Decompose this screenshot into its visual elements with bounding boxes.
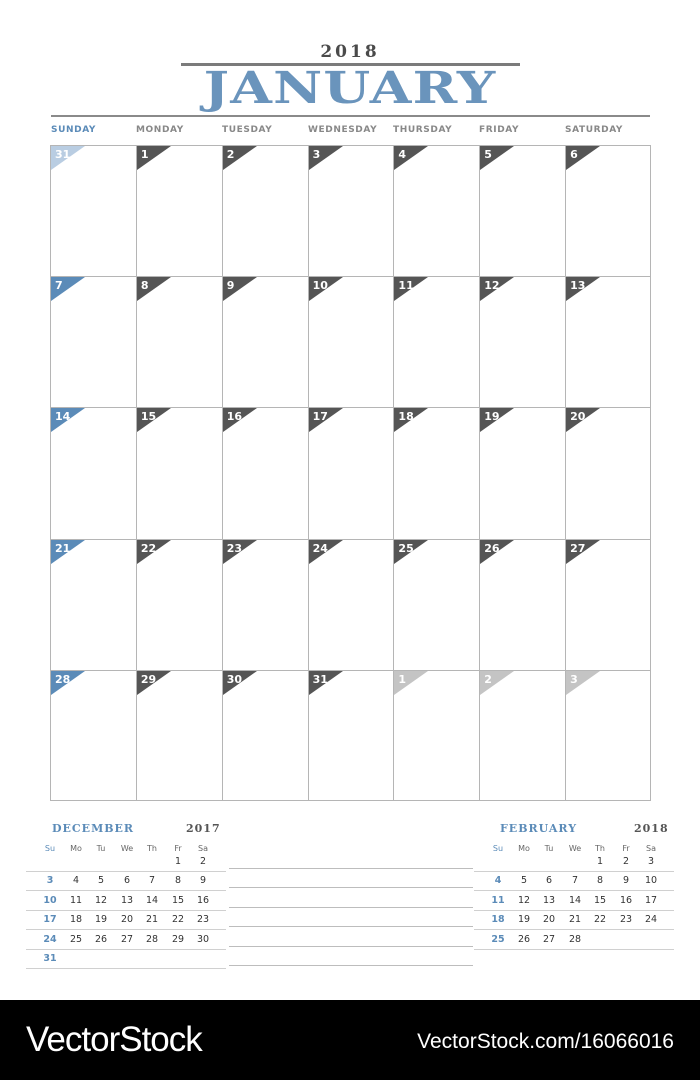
mini-date: 18 (69, 914, 83, 926)
mini-date: 1 (596, 856, 604, 867)
notes-line[interactable] (229, 926, 473, 927)
mini-day-header: We (568, 844, 582, 853)
day-cell[interactable] (222, 539, 308, 670)
mini-date: 5 (97, 875, 105, 887)
day-cell[interactable] (222, 145, 308, 276)
mini-date: 24 (43, 933, 57, 945)
mini-date: 1 (174, 856, 182, 867)
mini-date: 26 (94, 933, 108, 945)
mini-day-header: Tu (544, 844, 554, 853)
day-cell[interactable] (565, 145, 651, 276)
mini-day-header: Su (44, 844, 56, 853)
day-cell[interactable] (222, 276, 308, 407)
day-cell[interactable] (393, 670, 479, 801)
date-number: 21 (55, 541, 71, 555)
mini-month-title: DECEMBER (52, 822, 135, 835)
mini-date: 11 (69, 894, 83, 906)
mini-date: 16 (196, 894, 210, 906)
mini-date: 21 (145, 914, 159, 926)
mini-day-header: Mo (518, 844, 530, 853)
mini-date: 9 (199, 875, 207, 887)
day-cell[interactable] (136, 276, 222, 407)
day-cell[interactable] (222, 670, 308, 801)
day-cell[interactable] (393, 276, 479, 407)
mini-date: 18 (491, 914, 505, 926)
mini-month-title: FEBRUARY (500, 822, 578, 835)
mini-date: 27 (542, 933, 556, 945)
mini-date: 2 (622, 856, 630, 867)
watermark-footer (0, 1000, 700, 1080)
mini-date: 4 (72, 875, 80, 887)
mini-date: 19 (94, 914, 108, 926)
date-number: 30 (226, 672, 243, 686)
day-cell[interactable] (50, 670, 136, 801)
mini-date: 23 (196, 914, 210, 926)
mini-date: 16 (619, 894, 633, 906)
day-cell[interactable] (565, 670, 651, 801)
date-number: 10 (312, 279, 328, 293)
mini-date: 7 (571, 875, 579, 887)
watermark-id: VectorStock.com/16066016 (417, 1030, 674, 1053)
month-title: JANUARY (203, 63, 497, 114)
mini-date: 6 (123, 875, 131, 887)
date-number: 9 (226, 279, 235, 293)
mini-date: 20 (120, 914, 134, 926)
mini-row-divider (26, 929, 226, 930)
day-cell[interactable] (308, 276, 394, 407)
date-number: 1 (140, 148, 149, 161)
day-cell[interactable] (136, 145, 222, 276)
mini-date: 22 (593, 914, 607, 926)
weekday-header-row (51, 125, 651, 139)
day-cell[interactable] (479, 145, 565, 276)
date-number: 27 (570, 541, 586, 555)
date-number: 2 (484, 672, 492, 686)
day-cell[interactable] (308, 407, 394, 538)
mini-date: 28 (145, 933, 159, 945)
mini-date: 10 (43, 894, 57, 906)
day-cell[interactable] (50, 276, 136, 407)
mini-day-header: Su (492, 844, 504, 853)
mini-date: 17 (644, 894, 658, 906)
mini-date: 20 (542, 914, 556, 926)
notes-line[interactable] (229, 868, 473, 869)
day-cell[interactable] (479, 670, 565, 801)
date-number: 12 (484, 279, 500, 293)
weekday-thursday: THURSDAY (393, 125, 453, 135)
day-cell[interactable] (50, 145, 136, 276)
day-cell[interactable] (479, 276, 565, 407)
day-cell[interactable] (50, 407, 136, 538)
date-number: 31 (312, 672, 328, 686)
mini-row-divider (26, 949, 226, 950)
mini-day-header: Fr (174, 844, 182, 853)
date-number: 15 (140, 410, 157, 424)
day-cell[interactable] (393, 145, 479, 276)
mini-row-divider (474, 910, 674, 911)
date-number: 18 (398, 410, 414, 424)
mini-day-header: Tu (96, 844, 106, 853)
mini-date: 30 (196, 933, 210, 945)
mini-date: 29 (171, 933, 185, 945)
mini-date: 24 (644, 914, 658, 926)
day-cell[interactable] (136, 539, 222, 670)
day-cell[interactable] (50, 539, 136, 670)
notes-line[interactable] (229, 965, 473, 966)
mini-date: 13 (120, 894, 134, 906)
mini-date: 15 (593, 894, 607, 906)
mini-row-divider (26, 910, 226, 911)
mini-day-header: Sa (646, 844, 656, 853)
date-number: 22 (140, 541, 157, 555)
mini-date: 5 (520, 875, 528, 887)
mini-date: 21 (568, 914, 582, 926)
year-label: 2018 (320, 42, 380, 62)
date-number: 3 (570, 672, 578, 686)
mini-date: 2 (199, 856, 207, 867)
date-number: 26 (484, 541, 500, 555)
date-number: 14 (55, 410, 71, 424)
date-number: 7 (55, 279, 63, 293)
date-number: 2 (226, 148, 235, 161)
weekday-monday: MONDAY (136, 125, 184, 135)
mini-day-header: Mo (70, 844, 82, 853)
mini-date: 8 (174, 875, 182, 887)
mini-calendar-december (26, 822, 476, 972)
mini-date: 12 (517, 894, 531, 906)
mini-date: 31 (43, 953, 57, 964)
day-cell[interactable] (308, 539, 394, 670)
day-cell[interactable] (308, 145, 394, 276)
mini-row-divider (474, 890, 674, 891)
mini-date: 19 (517, 914, 531, 926)
mini-date: 10 (644, 875, 658, 887)
weekday-friday: FRIDAY (479, 125, 520, 135)
mini-date: 14 (145, 894, 159, 906)
date-number: 6 (570, 148, 578, 161)
mini-row-divider (474, 949, 674, 950)
mini-date: 28 (568, 933, 582, 945)
mini-day-header: Fr (622, 844, 630, 853)
mini-date: 8 (596, 875, 604, 887)
mini-date: 6 (545, 875, 553, 887)
mini-date: 15 (171, 894, 185, 906)
mini-date: 9 (622, 875, 630, 887)
date-number: 28 (55, 672, 71, 686)
date-number: 11 (398, 279, 414, 293)
mini-date: 22 (171, 914, 185, 926)
date-number: 31 (55, 148, 71, 161)
mini-row-divider (26, 968, 226, 969)
notes-line[interactable] (229, 907, 473, 908)
mini-date: 23 (619, 914, 633, 926)
day-cell[interactable] (393, 407, 479, 538)
date-number: 1 (398, 672, 407, 686)
mini-date: 25 (69, 933, 83, 945)
weekday-wednesday: WEDNESDAY (308, 125, 378, 135)
mini-year: 2018 (634, 822, 669, 835)
date-number: 23 (226, 541, 243, 555)
day-cell[interactable] (565, 407, 651, 538)
date-number: 16 (226, 410, 243, 424)
mini-date: 27 (120, 933, 134, 945)
mini-row-divider (474, 871, 674, 872)
notes-line[interactable] (229, 946, 473, 947)
day-cell[interactable] (308, 670, 394, 801)
mini-row-divider (26, 871, 226, 872)
weekday-saturday: SATURDAY (565, 125, 624, 135)
notes-line[interactable] (229, 887, 473, 888)
mini-date: 26 (517, 933, 531, 945)
day-cell[interactable] (479, 539, 565, 670)
day-cell[interactable] (136, 407, 222, 538)
mini-date: 7 (148, 875, 156, 887)
month-grid (50, 145, 651, 801)
mini-date: 17 (43, 914, 57, 926)
weekday-sunday: SUNDAY (51, 125, 97, 135)
date-number: 24 (312, 541, 328, 555)
date-number: 17 (312, 410, 328, 424)
watermark-brand: VectorStock (26, 1020, 202, 1059)
mini-calendar-february (474, 822, 674, 972)
mini-year: 2017 (186, 822, 221, 835)
day-cell[interactable] (565, 539, 651, 670)
date-number: 3 (312, 148, 321, 161)
day-cell[interactable] (565, 276, 651, 407)
mini-date: 4 (494, 875, 502, 887)
mini-row-divider (474, 929, 674, 930)
weekday-tuesday: TUESDAY (222, 125, 273, 135)
mini-date: 3 (46, 875, 54, 887)
mini-day-header: We (120, 844, 134, 853)
day-cell[interactable] (136, 670, 222, 801)
mini-day-header: Th (595, 844, 605, 853)
mini-day-header: Sa (198, 844, 208, 853)
date-number: 20 (570, 410, 586, 424)
day-cell[interactable] (393, 539, 479, 670)
mini-date: 14 (568, 894, 582, 906)
mini-date: 12 (94, 894, 108, 906)
date-number: 19 (484, 410, 500, 424)
date-number: 25 (398, 541, 414, 555)
mini-date: 25 (491, 933, 505, 945)
mini-day-header: Th (147, 844, 157, 853)
mini-row-divider (26, 890, 226, 891)
date-number: 29 (140, 672, 157, 686)
header-rule (51, 115, 650, 117)
date-number: 13 (570, 279, 586, 293)
mini-date: 3 (647, 856, 655, 867)
day-cell[interactable] (222, 407, 308, 538)
mini-date: 11 (491, 894, 505, 906)
day-cell[interactable] (479, 407, 565, 538)
date-number: 5 (484, 148, 492, 161)
date-number: 4 (398, 148, 407, 161)
mini-date: 13 (542, 894, 556, 906)
date-number: 8 (140, 279, 149, 293)
